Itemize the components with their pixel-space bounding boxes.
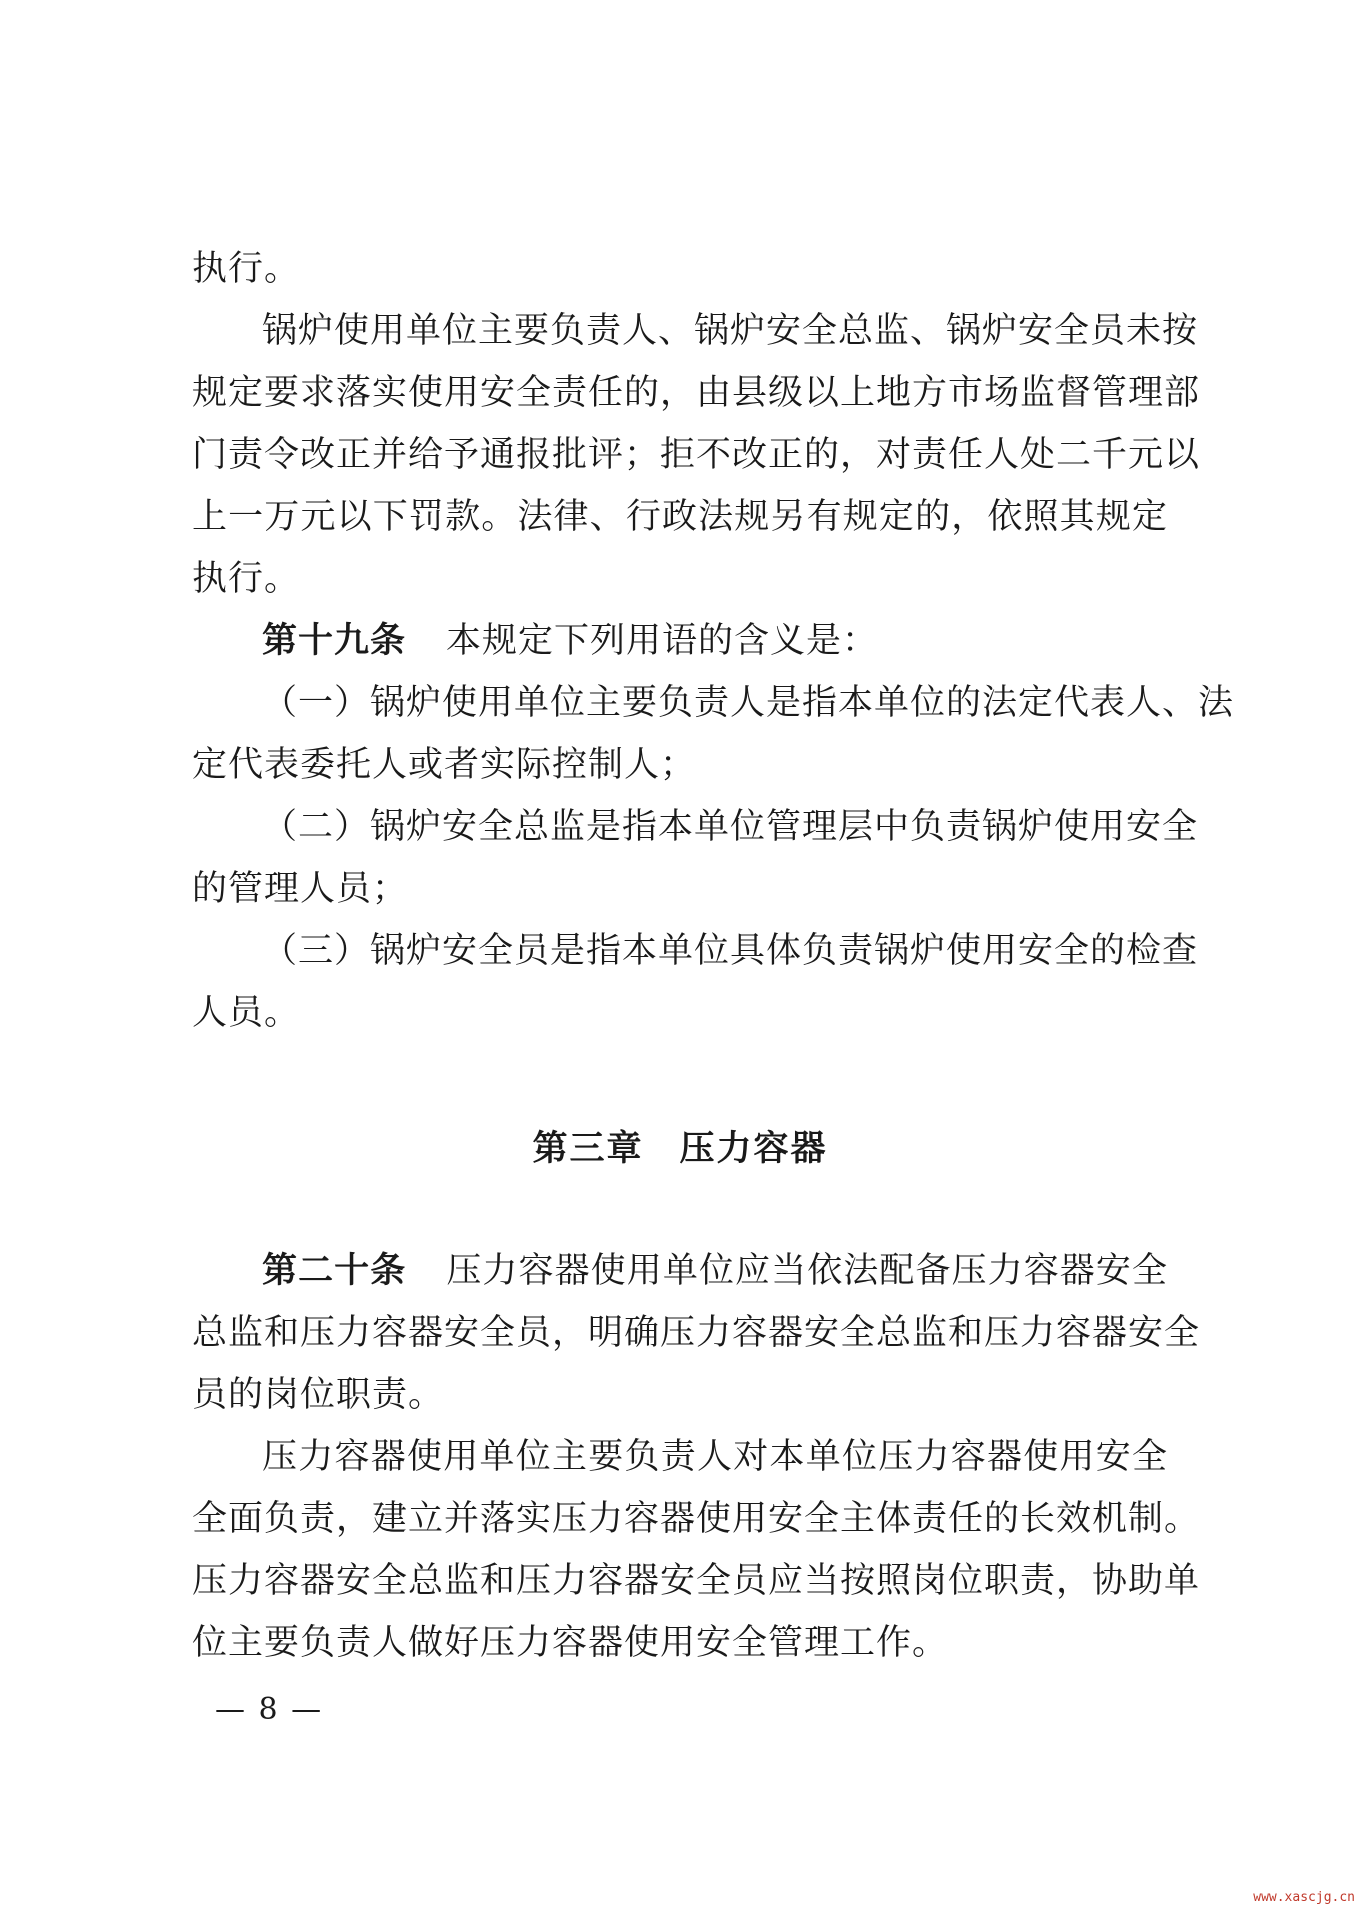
article-19-item-2-line-2: 的管理人员；: [192, 869, 409, 909]
article-20-p1-line-1: 压力容器使用单位应当依法配备压力容器安全: [446, 1251, 1168, 1291]
body-text-upper: [192, 238, 1235, 1044]
page-number: — 8 —: [215, 1692, 324, 1727]
chapter-title: 压力容器: [679, 1129, 828, 1169]
article-19-item-2-line-1: （二）锅炉安全总监是指本单位管理层中负责锅炉使用安全: [262, 807, 1199, 847]
article-20-p2-line-3: 压力容器安全总监和压力容器安全员应当按照岗位职责，协助单: [192, 1561, 1201, 1601]
article-19-item-1-line-1: （一）锅炉使用单位主要负责人是指本单位的法定代表人、法: [262, 683, 1235, 723]
text-line: 门责令改正并给予通报批评；拒不改正的，对责任人处二千元以: [192, 435, 1201, 475]
chapter-heading: [192, 1118, 1168, 1180]
body-text-lower: [192, 1240, 1201, 1674]
text-line: 规定要求落实使用安全责任的，由县级以上地方市场监督管理部: [192, 373, 1201, 413]
article-19-label: 第十九条: [262, 621, 407, 661]
text-line: 上一万元以下罚款。法律、行政法规另有规定的，依照其规定: [192, 497, 1168, 537]
article-19-heading-line: [192, 610, 1168, 672]
text-line: 锅炉使用单位主要负责人、锅炉安全总监、锅炉安全员未按: [262, 311, 1199, 351]
watermark-url: www.xascjg.cn: [1253, 1890, 1355, 1905]
article-20-p2-line-1: 压力容器使用单位主要负责人对本单位压力容器使用安全: [262, 1437, 1168, 1477]
article-20-heading-line: [192, 1240, 1168, 1302]
article-19-item-3-line-1: （三）锅炉安全员是指本单位具体负责锅炉使用安全的检查: [262, 931, 1199, 971]
article-20-p2-line-2: 全面负责，建立并落实压力容器使用安全主体责任的长效机制。: [192, 1499, 1201, 1539]
article-19-intro: 本规定下列用语的含义是：: [446, 621, 879, 661]
text-line: 执行。: [192, 559, 301, 599]
article-20-p1-line-3: 员的岗位职责。: [192, 1375, 445, 1415]
text-line: 执行。: [192, 249, 301, 289]
article-20-label: 第二十条: [262, 1251, 407, 1291]
chapter-number: 第三章: [532, 1129, 644, 1169]
article-19-item-3-line-2: 人员。: [192, 993, 301, 1033]
article-20-p2-line-4: 位主要负责人做好压力容器使用安全管理工作。: [192, 1623, 949, 1663]
article-19-item-1-line-2: 定代表委托人或者实际控制人；: [192, 745, 697, 785]
article-20-p1-line-2: 总监和压力容器安全员，明确压力容器安全总监和压力容器安全: [192, 1313, 1201, 1353]
